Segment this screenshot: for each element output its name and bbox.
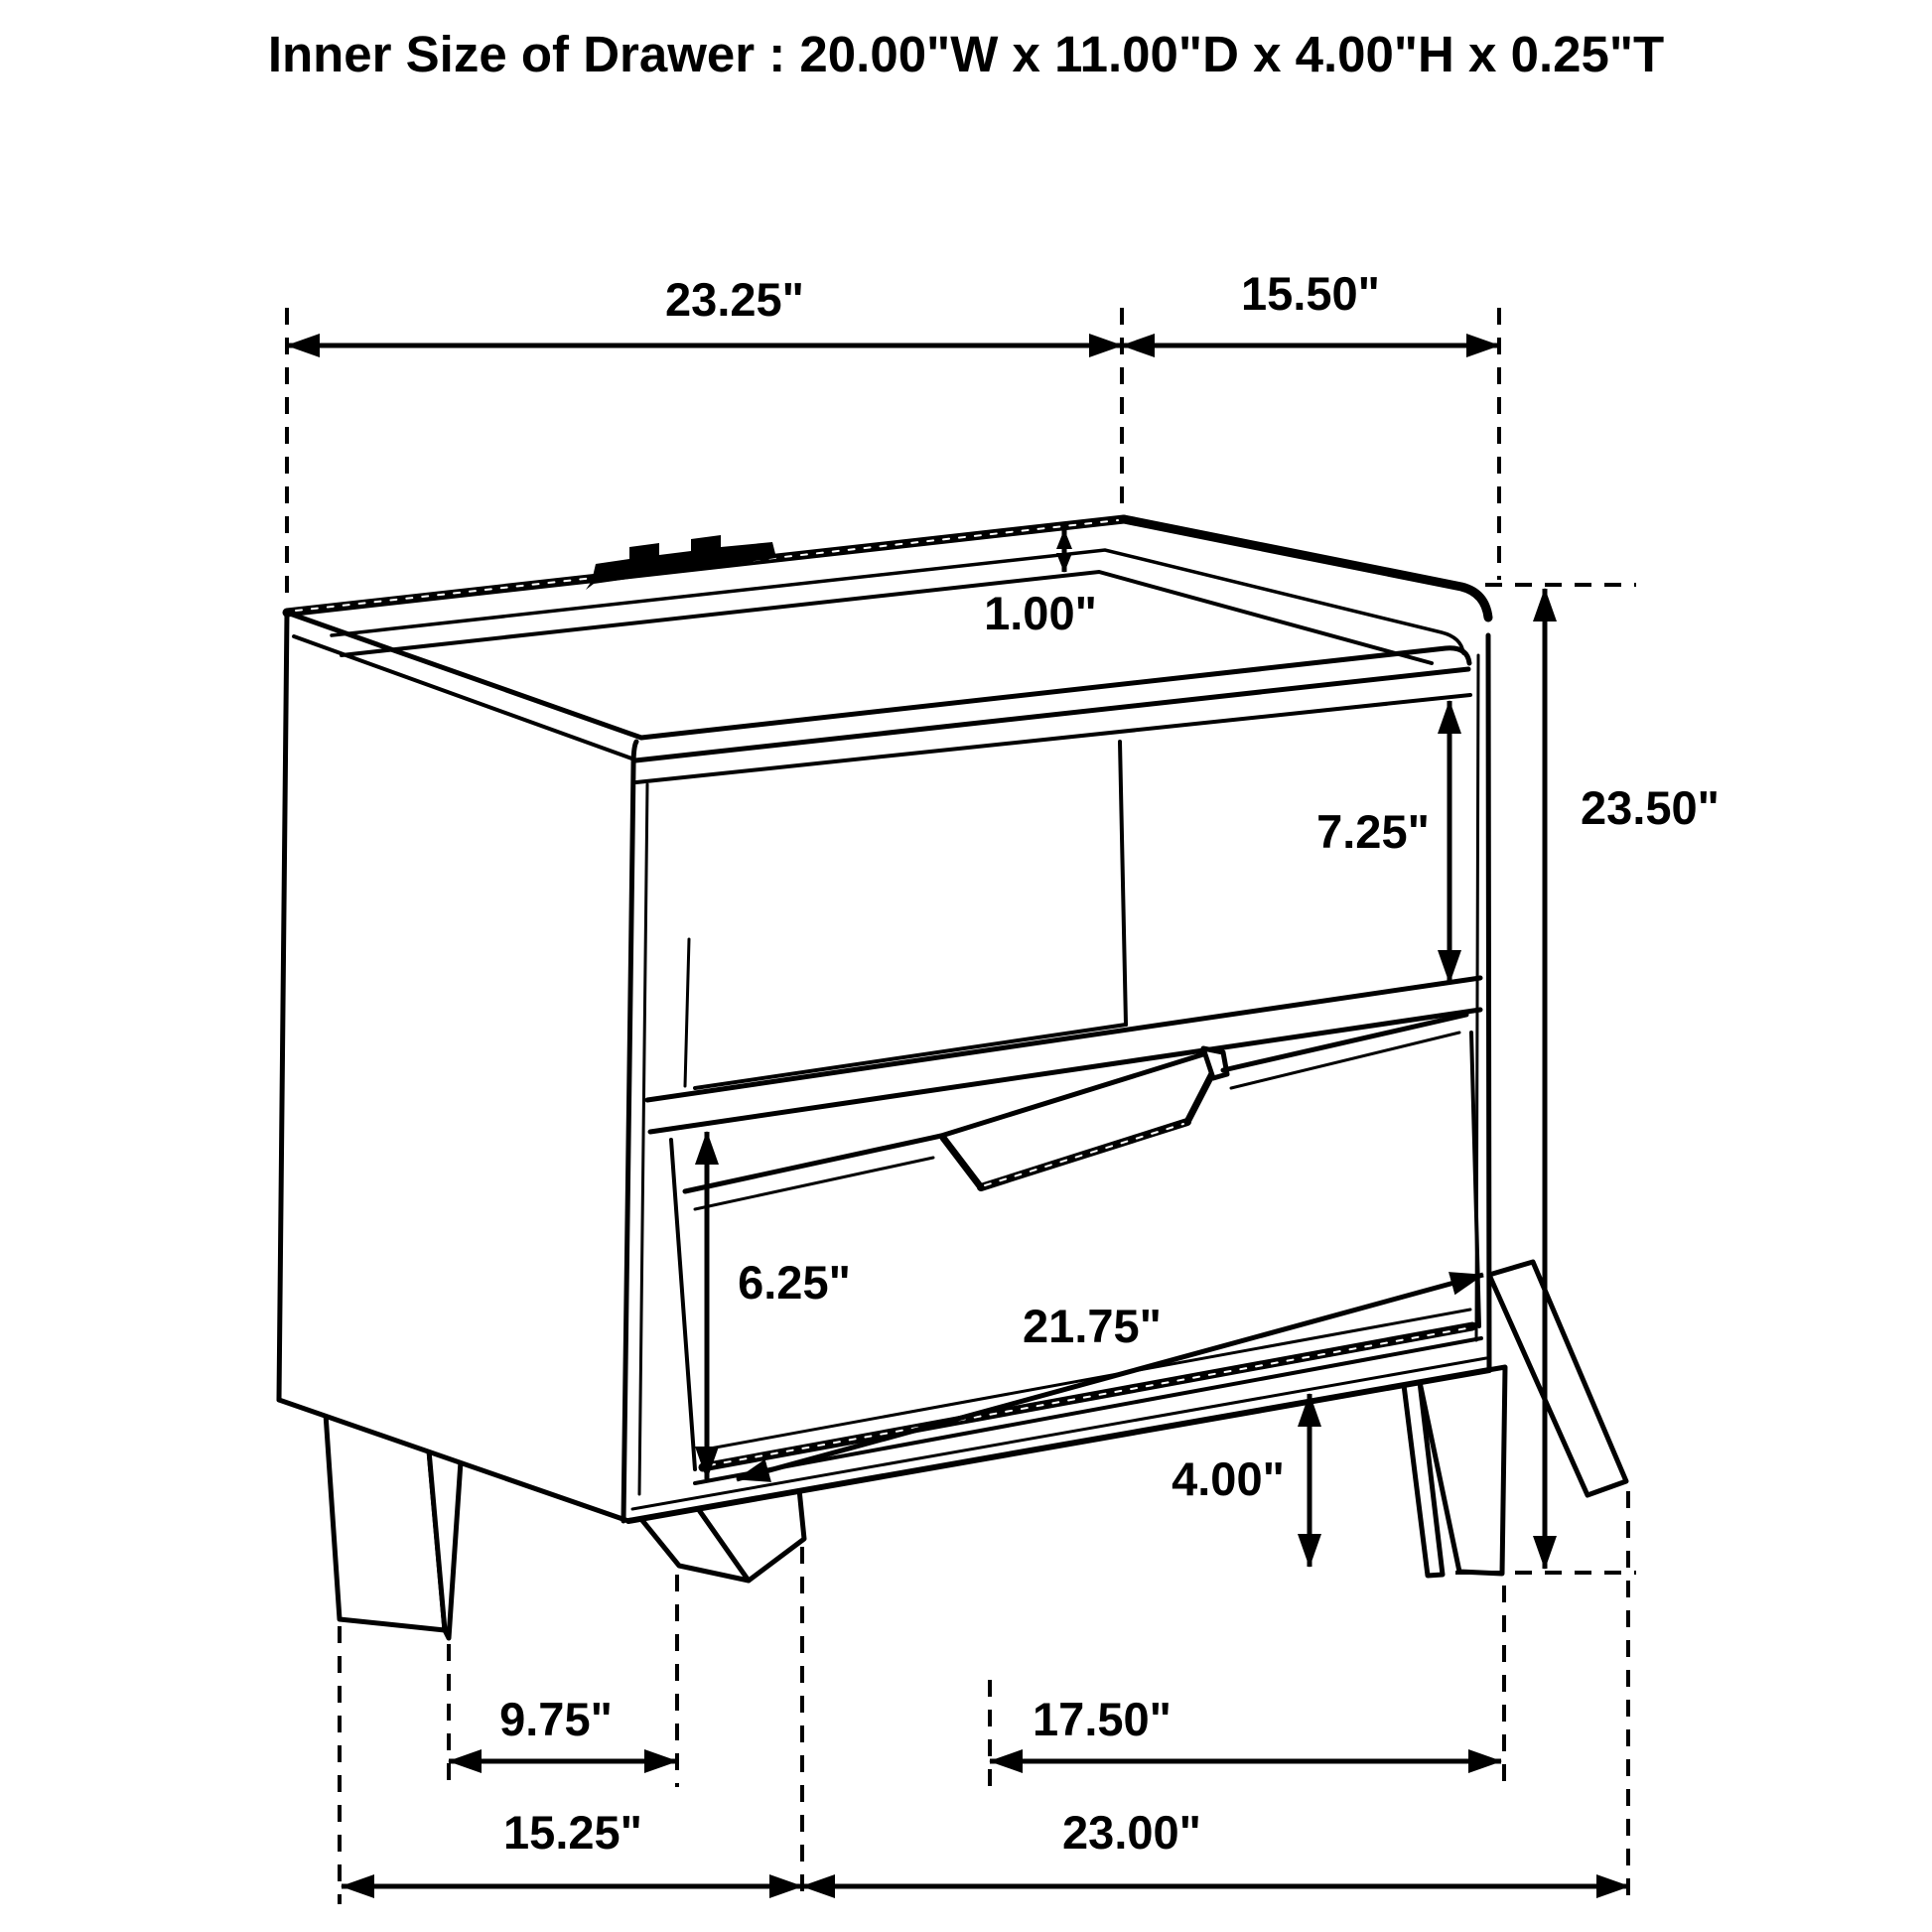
left-side-panel bbox=[279, 613, 641, 1521]
dim-label-overall-height: 23.50" bbox=[1581, 781, 1720, 834]
dim-label-width-floor: 23.00" bbox=[1062, 1806, 1201, 1859]
dim-label-rail-height: 1.00" bbox=[984, 587, 1097, 639]
back-right-leg bbox=[1489, 1262, 1626, 1495]
dim-label-top-width: 23.25" bbox=[665, 273, 804, 326]
dim-label-opening-height: 7.25" bbox=[1316, 805, 1430, 858]
front-right-edge bbox=[1488, 635, 1489, 1370]
dim-label-drawer-width: 21.75" bbox=[1023, 1300, 1162, 1352]
dim-label-depth-floor: 15.25" bbox=[503, 1806, 642, 1859]
dim-label-front-span: 17.50" bbox=[1033, 1693, 1172, 1745]
dim-label-drawer-height: 6.25" bbox=[738, 1256, 851, 1309]
dim-label-leg-spacing: 9.75" bbox=[499, 1693, 613, 1745]
dim-label-leg-height: 4.00" bbox=[1172, 1452, 1285, 1505]
dim-label-top-depth: 15.50" bbox=[1241, 267, 1380, 320]
drawing-title: Inner Size of Drawer : 20.00"W x 11.00"D x 4.00"H x 0.25"T bbox=[267, 26, 1665, 82]
